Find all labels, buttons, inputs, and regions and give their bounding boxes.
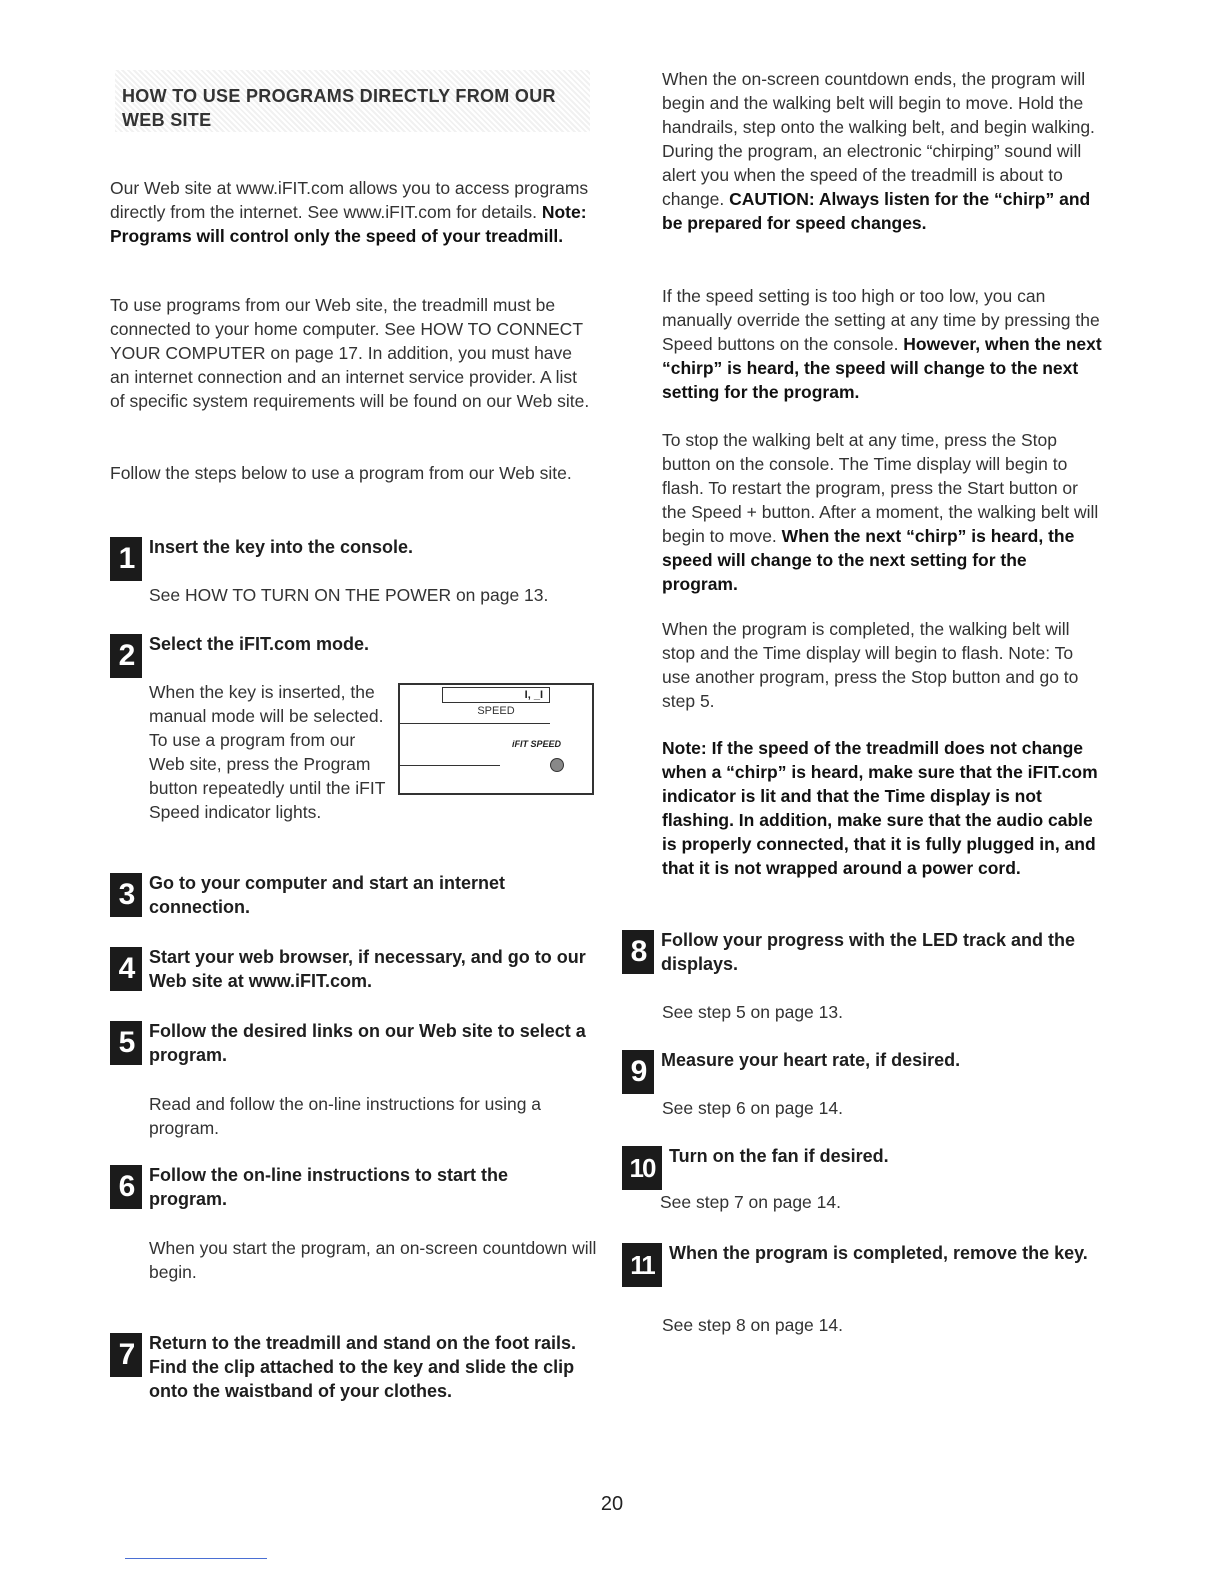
stop-note: When the next “chirp” is heard, the speed will change to the next setting for the program. — [662, 526, 1075, 594]
step-2 — [110, 632, 590, 678]
step-number-badge: 8 — [622, 930, 654, 974]
step-number-badge: 3 — [110, 873, 142, 917]
step-body: When you start the program, an on-screen countdown will begin. — [149, 1238, 597, 1282]
step-title: Follow your progress with the LED track and the displays. — [661, 930, 1076, 974]
speed-label: SPEED — [477, 705, 515, 717]
stop-text: To stop the walking belt at any time, press the Stop button on the console. The Time display will begin to flash. To restart the program, press the Start button or the Speed + button. After a moment, the walking belt will begin to move. — [662, 430, 1099, 546]
caution-note: CAUTION: Always listen for the “chirp” and be prepared for speed changes. — [662, 189, 1091, 233]
countdown-text: When the on-screen countdown ends, the program will begin and the walking belt will begin to move. Hold the handrails, step onto the walking belt, and begin walking. During the program, an electronic “chirping” sound will alert you when the speed of the treadmill is about to change. — [662, 69, 1095, 209]
console-divider — [400, 723, 550, 724]
requirements-paragraph: To use programs from our Web site, the treadmill must be connected to your home computer. See HOW TO CONNECT YOUR COMPUTER on page 17. In addition, you must have an internet connection and an internet service provider. A list of specific system requirements will be found on our Web site. — [110, 295, 590, 411]
indicator-line — [400, 765, 500, 766]
step-number-badge: 11 — [622, 1243, 662, 1287]
step-number-badge: 9 — [622, 1050, 654, 1094]
step-body: See step 5 on page 13. — [662, 1002, 843, 1022]
step-number-badge: 6 — [110, 1165, 142, 1209]
step-body: See HOW TO TURN ON THE POWER on page 13. — [149, 585, 549, 605]
step-title: Go to your computer and start an internet connection. — [149, 873, 506, 917]
ifit-speed-badge: iFIT SPEED — [512, 739, 562, 749]
step-6 — [110, 1163, 590, 1211]
intro-paragraph — [110, 176, 590, 248]
step-number-badge: 10 — [622, 1146, 662, 1190]
step-title: Start your web browser, if necessary, and go to our Web site at www.iFIT.com. — [149, 947, 586, 991]
step-7 — [110, 1331, 600, 1403]
step-5 — [110, 1019, 590, 1067]
stop-paragraph — [662, 428, 1107, 596]
intro-text: Our Web site at www.iFIT.com allows you to access programs directly from the internet. See www.iFIT.com for details. — [110, 178, 589, 222]
step-9 — [622, 1048, 1092, 1094]
footer-rule — [125, 1558, 267, 1559]
step-body: See step 8 on page 14. — [662, 1315, 843, 1335]
intro-note: Note: Programs will control only the speed of your treadmill. — [110, 202, 587, 246]
override-paragraph — [662, 284, 1107, 404]
step-title: Measure your heart rate, if desired. — [661, 1050, 961, 1070]
step-number-badge: 4 — [110, 947, 142, 991]
step-body: See step 7 on page 14. — [660, 1192, 841, 1212]
console-figure — [398, 683, 594, 795]
step-body: When the key is inserted, the manual mode will be selected. To use a program from our Web site, press the Program button repeatedly until the iFIT Speed indicator lights. — [149, 682, 386, 822]
step-body: See step 6 on page 14. — [662, 1098, 843, 1118]
follow-steps-paragraph: Follow the steps below to use a program from our Web site. — [110, 463, 572, 483]
speed-display: I, _I — [442, 687, 550, 703]
step-number-badge: 1 — [110, 537, 142, 581]
step-title: Turn on the fan if desired. — [669, 1146, 889, 1166]
step-title: Select the iFIT.com mode. — [149, 634, 370, 654]
step-title: Insert the key into the console. — [149, 537, 414, 557]
ifit-speed-indicator-light — [550, 758, 564, 772]
step-body: Read and follow the on-line instructions for using a program. — [149, 1094, 542, 1138]
section-heading: HOW TO USE PROGRAMS DIRECTLY FROM OUR WEB SITE — [122, 86, 556, 130]
completed-paragraph: When the program is completed, the walking belt will stop and the Time display will begin to flash. Note: To use another program, press the Stop button and go to step 5. — [662, 619, 1079, 711]
step-1 — [110, 535, 590, 581]
page-number: 20 — [600, 1493, 624, 1515]
countdown-paragraph — [662, 67, 1102, 235]
step-title: Follow the desired links on our Web site to select a program. — [149, 1021, 586, 1065]
step-11 — [622, 1241, 1092, 1287]
step-number-badge: 2 — [110, 634, 142, 678]
override-text: If the speed setting is too high or too low, you can manually override the setting at any time by pressing the Speed buttons on the console. — [662, 286, 1100, 354]
step-number-badge: 5 — [110, 1021, 142, 1065]
step-title: Return to the treadmill and stand on the foot rails. Find the clip attached to the key and slide the clip onto the waistband of your clothes. — [149, 1333, 577, 1401]
override-note: However, when the next “chirp” is heard, the speed will change to the next setting for the program. — [662, 334, 1102, 402]
step-title: When the program is completed, remove the key. — [669, 1243, 1088, 1263]
step-8 — [622, 928, 1092, 976]
troubleshoot-note — [662, 736, 1107, 880]
step-4 — [110, 945, 590, 993]
troubleshoot-note-text: Note: If the speed of the treadmill does not change when a “chirp” is heard, make sure that the iFIT.com indicator is lit and that the Time display is not flashing. In addition, make sure that the audio cable is properly connected, that it is fully plugged in, and that it is not wrapped around a power cord. — [662, 738, 1098, 878]
step-title: Follow the on-line instructions to start the program. — [149, 1165, 508, 1209]
step-number-badge: 7 — [110, 1333, 142, 1377]
step-10 — [622, 1144, 1092, 1190]
step-3 — [110, 871, 590, 919]
